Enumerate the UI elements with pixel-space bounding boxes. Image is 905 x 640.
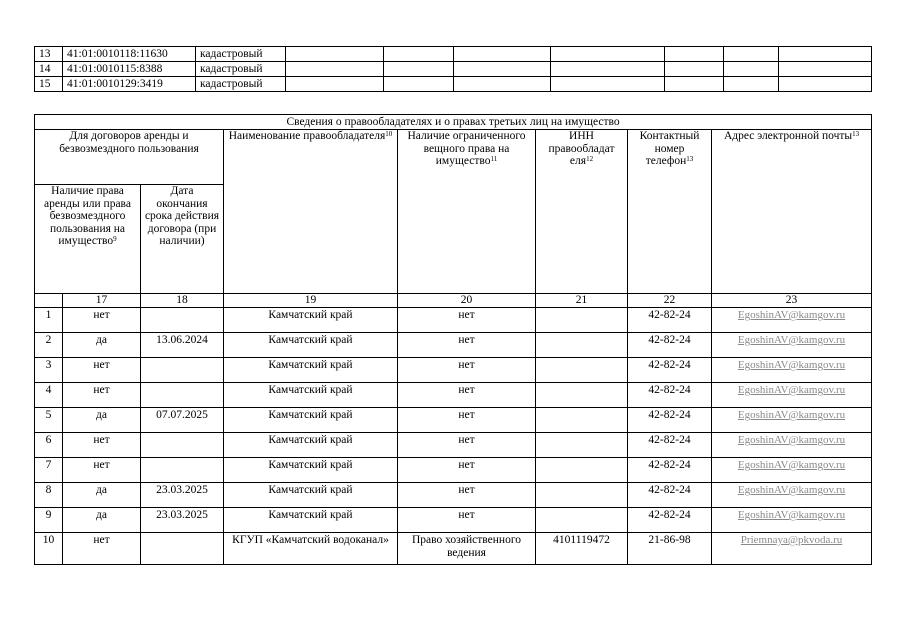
lease-right-value-cell: нет [63,358,141,383]
column-number: 22 [628,294,712,308]
holder-name-header: Наименование правообладателя$^{10}$ [224,130,398,294]
encumbrance-value-cell: нет [398,433,536,458]
lease-right-value-cell: да [63,508,141,533]
lease-right-header: Наличие права аренды или права безвозмездного пользования на имущество$^9$ [35,185,141,294]
inn-value-cell [536,433,628,458]
table-row [35,483,872,508]
phone-value-cell: 21-86-98 [628,533,712,565]
phone-value-cell: 42-82-24 [628,508,712,533]
encumbrance-value-cell: нет [398,458,536,483]
row-index-cell: 7 [35,458,63,483]
phone-header: Контактный номер телефон$^{13}$ [628,130,712,294]
lease-end-date-cell: 23.03.2025 [141,483,224,508]
lease-group-header: Для договоров аренды и безвозмездного пользования [35,130,224,185]
top-cadastral-table [34,46,872,92]
inn-value-cell [536,358,628,383]
inn-value-cell [536,333,628,358]
encumbrance-value-cell: нет [398,508,536,533]
top-row-num: 14 [35,62,63,77]
holder-name-cell: Камчатский край [224,483,398,508]
lease-right-value-cell: да [63,483,141,508]
lease-end-date-cell [141,458,224,483]
lease-end-date-cell: 13.06.2024 [141,333,224,358]
table-row [35,333,872,358]
lease-end-date-cell: 23.03.2025 [141,508,224,533]
table-row [35,358,872,383]
email-link-cell [712,333,872,358]
lease-right-value-cell: нет [63,433,141,458]
table-title: Сведения о правообладателях и о правах третьих лиц на имущество [35,115,872,130]
encumbrance-value-cell: нет [398,358,536,383]
email-header: Адрес электронной почты$^{13}$ [712,130,872,294]
phone-value-cell: 42-82-24 [628,483,712,508]
phone-value-cell: 42-82-24 [628,383,712,408]
holder-name-cell: Камчатский край [224,433,398,458]
lease-end-date-cell [141,308,224,333]
phone-value-cell: 42-82-24 [628,333,712,358]
email-link[interactable]: EgoshinAV@kamgov.ru [737,509,846,521]
email-link-cell [712,358,872,383]
encumbrance-value-cell: нет [398,383,536,408]
column-number: 23 [712,294,872,308]
email-link[interactable]: EgoshinAV@kamgov.ru [737,334,846,346]
rights-holders-table [34,114,872,565]
lease-end-date-cell [141,383,224,408]
phone-value-cell: 42-82-24 [628,458,712,483]
email-link[interactable]: Priemnaya@pkvoda.ru [740,534,843,546]
column-numbers-row [35,294,872,308]
inn-header: ИНН правообладат еля$^{12}$ [536,130,628,294]
email-link[interactable]: EgoshinAV@kamgov.ru [737,484,846,496]
email-link-cell [712,433,872,458]
row-index-cell: 6 [35,433,63,458]
row-index-cell: 8 [35,483,63,508]
phone-value-cell: 42-82-24 [628,308,712,333]
inn-value-cell: 4101119472 [536,533,628,565]
top-row-cadastral: 41:01:0010115:8388 [63,62,196,77]
email-link[interactable]: EgoshinAV@kamgov.ru [737,434,846,446]
phone-value-cell: 42-82-24 [628,358,712,383]
lease-end-date-cell: 07.07.2025 [141,408,224,433]
lease-right-value-cell: нет [63,308,141,333]
top-row-num: 15 [35,77,63,92]
row-index-cell: 3 [35,358,63,383]
table-row [35,458,872,483]
row-index-cell: 4 [35,383,63,408]
top-row-cadastral: 41:01:0010129:3419 [63,77,196,92]
holder-name-cell: Камчатский край [224,383,398,408]
encumbrance-value-cell: Право хозяйственного ведения [398,533,536,565]
holder-name-cell: КГУП «Камчатский водоканал» [224,533,398,565]
top-row-num: 13 [35,47,63,62]
email-link-cell [712,308,872,333]
top-row [35,62,872,77]
email-link-cell [712,508,872,533]
table-row [35,533,872,565]
holder-name-cell: Камчатский край [224,408,398,433]
email-link-cell [712,483,872,508]
lease-right-value-cell: нет [63,458,141,483]
inn-value-cell [536,508,628,533]
lease-right-value-cell: нет [63,383,141,408]
email-link[interactable]: EgoshinAV@kamgov.ru [737,309,846,321]
email-link-cell [712,383,872,408]
lease-end-date-cell [141,358,224,383]
row-index-cell: 5 [35,408,63,433]
column-number: 17 [63,294,141,308]
top-row-cadastral: 41:01:0010118:11630 [63,47,196,62]
table-row [35,408,872,433]
top-row [35,77,872,92]
holder-name-cell: Камчатский край [224,333,398,358]
table-row [35,308,872,333]
holder-name-cell: Камчатский край [224,358,398,383]
lease-right-value-cell: нет [63,533,141,565]
email-link-cell [712,408,872,433]
holder-name-cell: Камчатский край [224,508,398,533]
holder-name-cell: Камчатский край [224,458,398,483]
column-number: 19 [224,294,398,308]
top-row-type: кадастровый [196,77,286,92]
inn-value-cell [536,483,628,508]
row-index-cell: 9 [35,508,63,533]
top-row-type: кадастровый [196,62,286,77]
lease-right-value-cell: да [63,333,141,358]
table-row [35,508,872,533]
table-row [35,433,872,458]
phone-value-cell: 42-82-24 [628,408,712,433]
holder-name-cell: Камчатский край [224,308,398,333]
column-number: 21 [536,294,628,308]
lease-end-date-cell [141,533,224,565]
encumbrance-value-cell: нет [398,483,536,508]
email-link[interactable]: EgoshinAV@kamgov.ru [737,409,846,421]
encumbrance-value-cell: нет [398,308,536,333]
row-index-cell: 2 [35,333,63,358]
email-link[interactable]: EgoshinAV@kamgov.ru [737,459,846,471]
email-link-cell [712,533,872,565]
row-index-cell: 10 [35,533,63,565]
row-index-cell: 1 [35,308,63,333]
column-number: 20 [398,294,536,308]
lease-end-header: Дата окончания срока действия договора (при наличии) [141,185,224,294]
email-link-cell [712,458,872,483]
email-link[interactable]: EgoshinAV@kamgov.ru [737,384,846,396]
table-row [35,383,872,408]
phone-value-cell: 42-82-24 [628,433,712,458]
encumbrance-value-cell: нет [398,408,536,433]
lease-end-date-cell [141,433,224,458]
email-link[interactable]: EgoshinAV@kamgov.ru [737,359,846,371]
top-row [35,47,872,62]
inn-value-cell [536,458,628,483]
encumbrance-value-cell: нет [398,333,536,358]
top-row-type: кадастровый [196,47,286,62]
lease-right-value-cell: да [63,408,141,433]
inn-value-cell [536,408,628,433]
inn-value-cell [536,308,628,333]
encumbrance-header: Наличие ограниченного вещного права на имущество$^{11}$ [398,130,536,294]
inn-value-cell [536,383,628,408]
column-number: 18 [141,294,224,308]
